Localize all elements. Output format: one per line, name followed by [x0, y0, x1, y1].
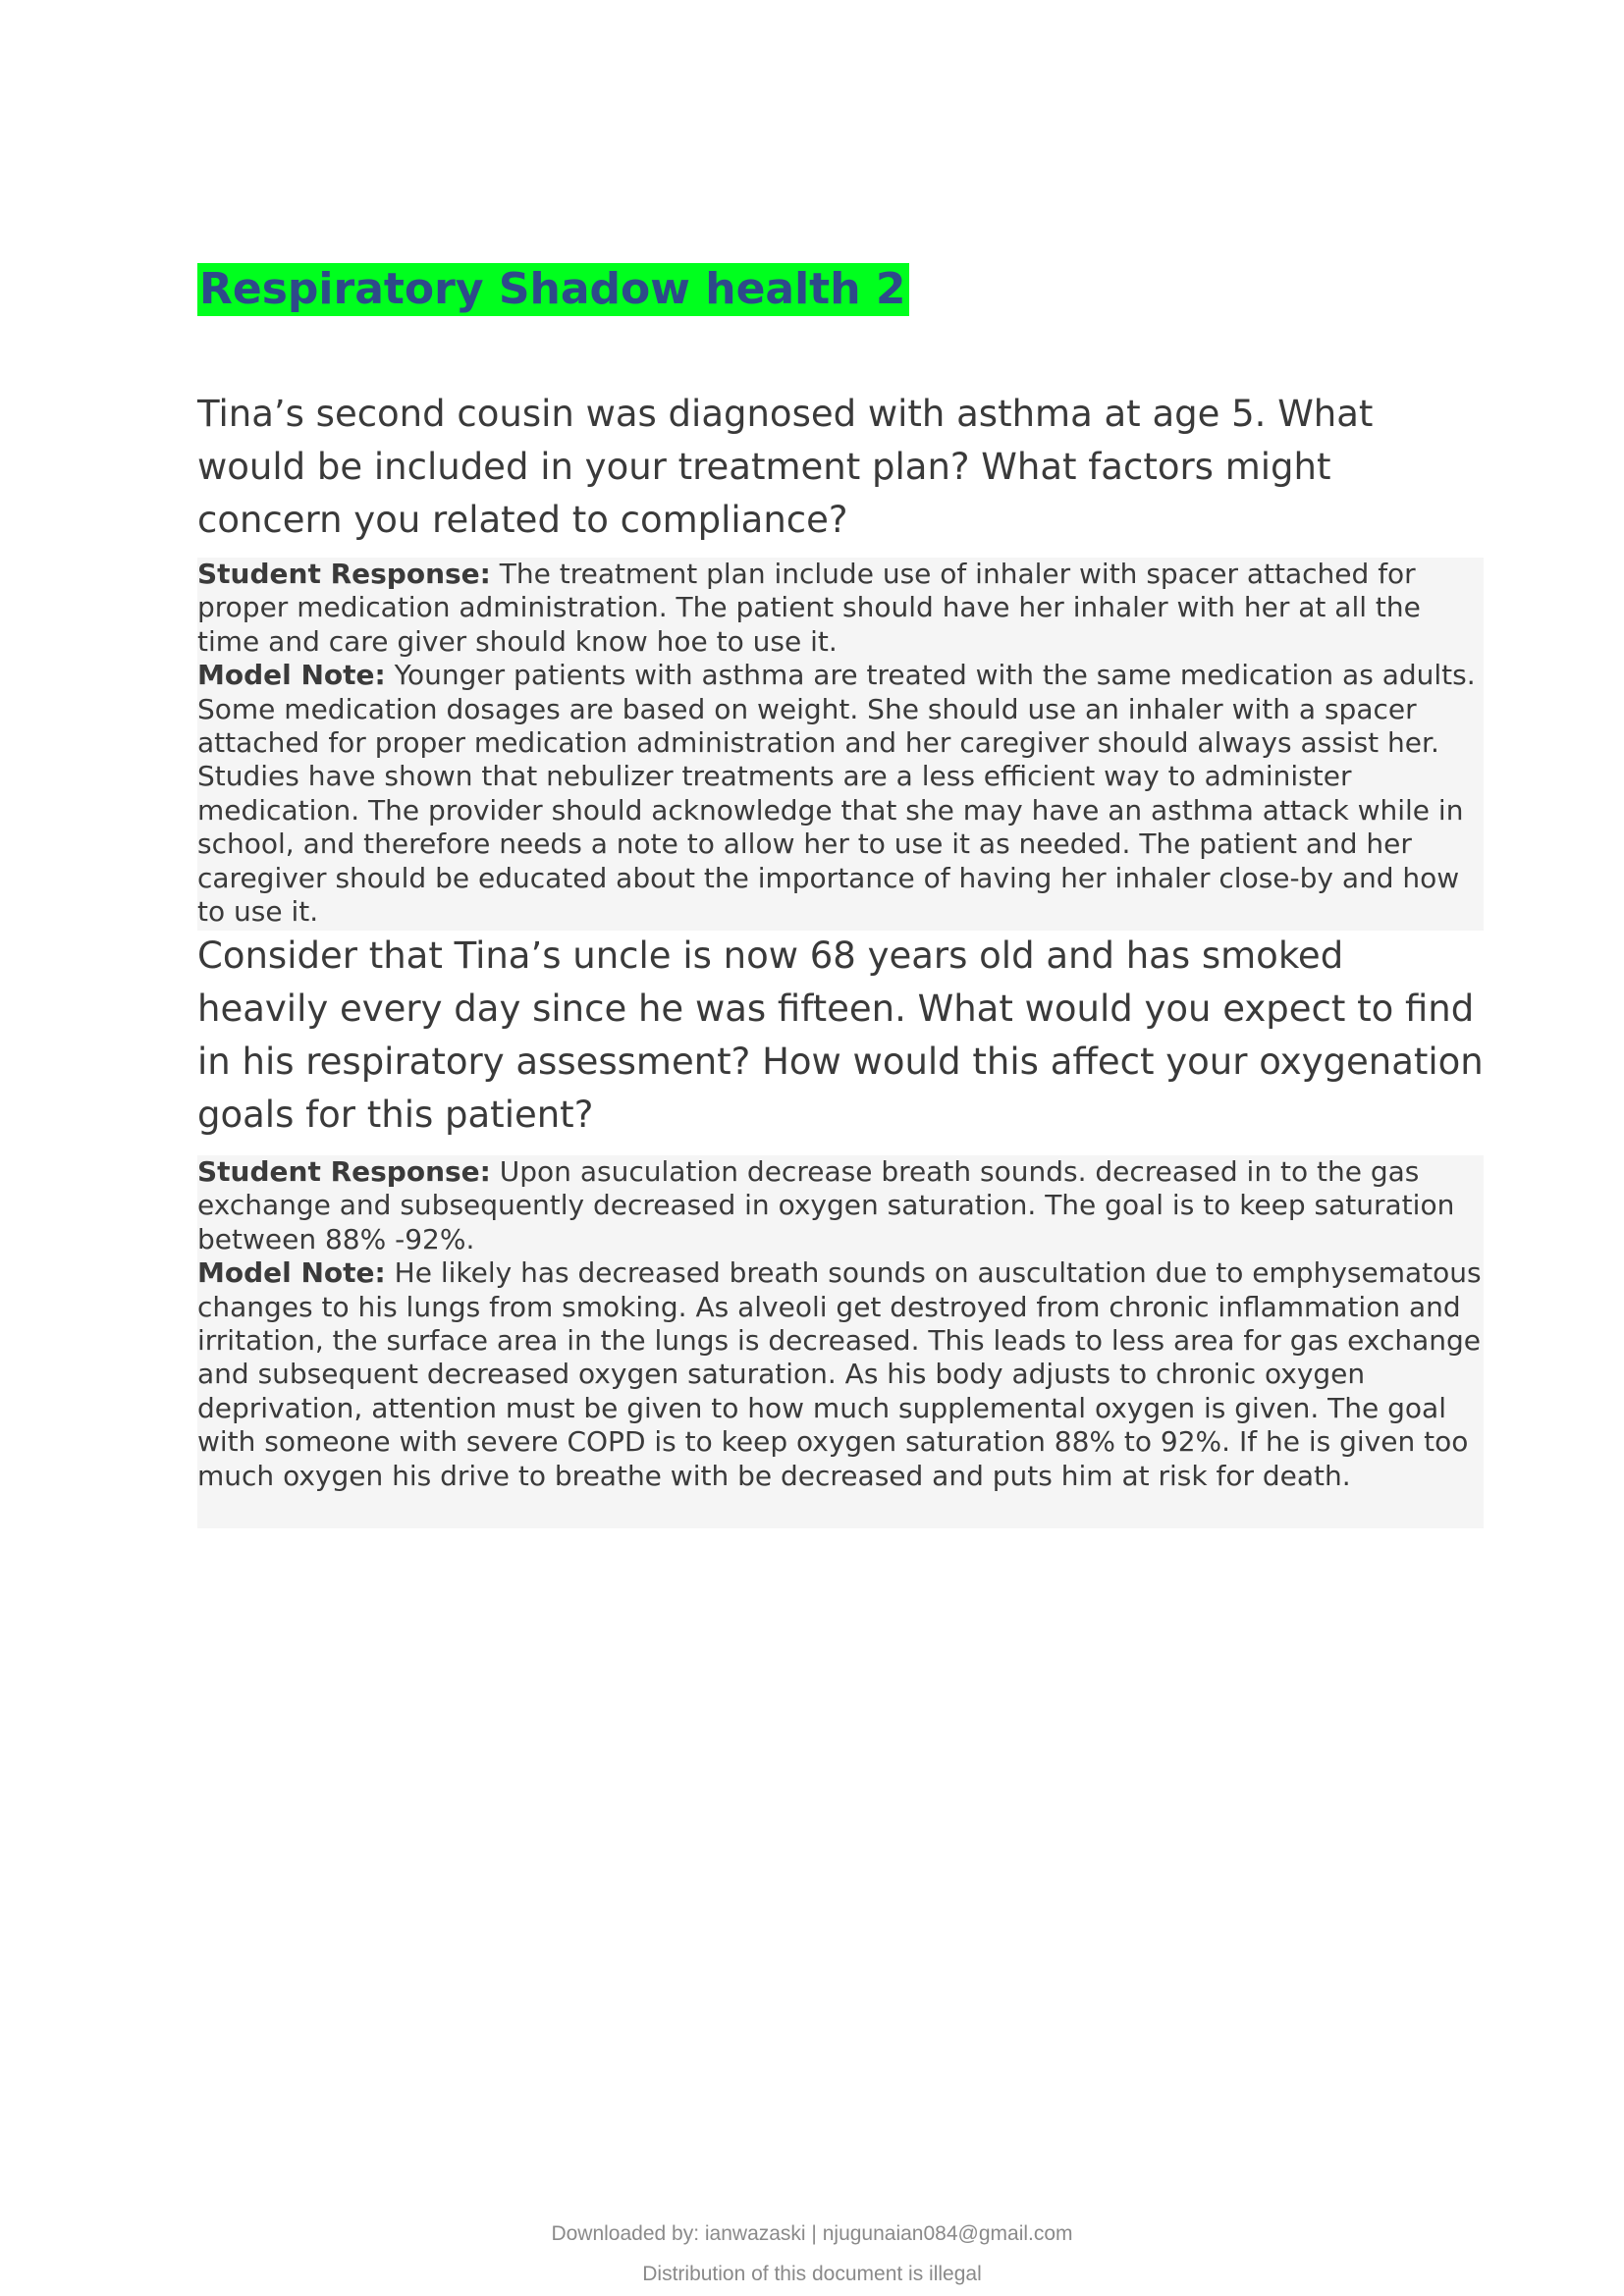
page-title: Respiratory Shadow health 2 — [197, 263, 909, 316]
student-response-1 — [197, 558, 1484, 659]
student-response-text: The treatment plan include use of inhaler with spacer attached for proper medication administration. The patient should have her inhaler with her at all the time and care giver should know hoe to use it. — [197, 558, 1421, 658]
student-response-text: Upon asuculation decrease breath sounds. decreased in to the gas exchange and subsequently decreased in oxygen saturation. The goal is to keep saturation between 88% -92%. — [197, 1155, 1455, 1255]
student-response-2 — [197, 1155, 1484, 1256]
question-2: Consider that Tina’s uncle is now 68 years old and has smoked heavily every day since he was fifteen. What would you expect to find in his respiratory assessment? How would this affect your oxygenation goals for this patient? — [197, 934, 1484, 1136]
model-note-label: Model Note: — [197, 1256, 386, 1290]
question-1: Tina’s second cousin was diagnosed with asthma at age 5. What would be included in your treatment plan? What factors might concern you related to compliance? — [197, 393, 1374, 541]
footer-downloaded-by: Downloaded by: ianwazaski | njugunaian084@gmail.com — [551, 2222, 1073, 2245]
answer-block-2 — [197, 1155, 1484, 1528]
answer-block-1 — [197, 558, 1484, 931]
student-response-label: Student Response: — [197, 1155, 491, 1188]
footer-distribution-notice: Distribution of this document is illegal — [642, 2263, 982, 2285]
model-note-text: Younger patients with asthma are treated with the same medication as adults. Some medication dosages are based on weight. She should use an inhaler with a spacer attached for proper medication administration and her caregiver should always assist her. Studies have shown that nebulizer treatments are a less efficient way to administer medication. The provider should acknowledge that she may have an asthma attack while in school, and therefore needs a note to allow her to use it as needed. The patient and her caregiver should be educated about the importance of having her inhaler close-by and how to use it. — [197, 659, 1476, 929]
model-note-1 — [197, 659, 1484, 929]
model-note-label: Model Note: — [197, 659, 386, 692]
model-note-2 — [197, 1256, 1484, 1493]
student-response-label: Student Response: — [197, 558, 491, 590]
model-note-text: He likely has decreased breath sounds on auscultation due to emphysematous changes to his lungs from smoking. As alveoli get destroyed from chronic inflammation and irritation, the surface area in the lungs is decreased. This leads to less area for gas exchange and subsequent decreased oxygen saturation. As his body adjusts to chronic oxygen deprivation, attention must be given to how much supplemental oxygen is given. The goal with someone with severe COPD is to keep oxygen saturation 88% to 92%. If he is given too much oxygen his drive to breathe with be decreased and puts him at risk for death. — [197, 1256, 1482, 1492]
